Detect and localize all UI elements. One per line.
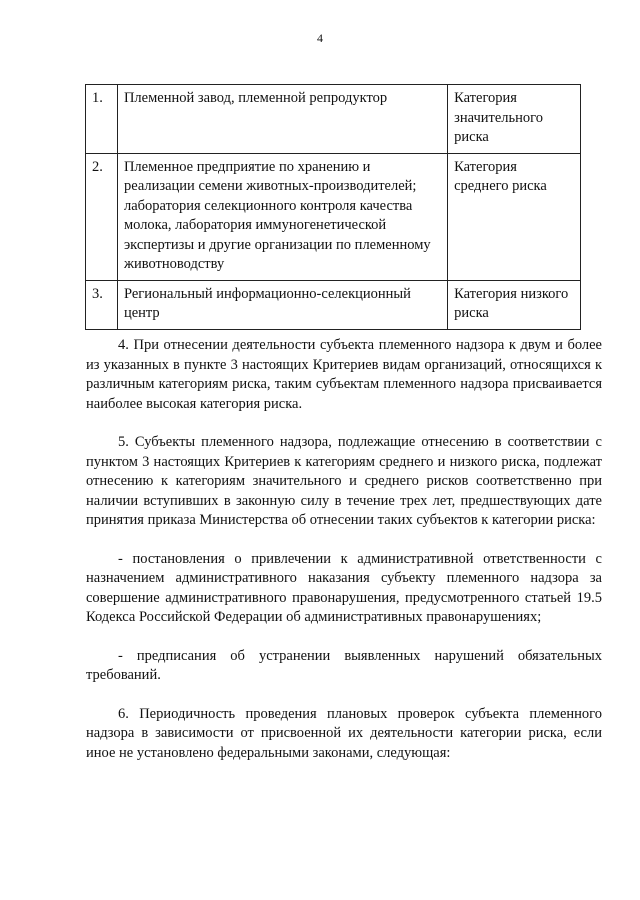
document-body xyxy=(86,336,602,782)
page-number: 4 xyxy=(317,31,323,45)
table-row xyxy=(86,153,581,280)
row-number: 1. xyxy=(86,85,118,154)
row-number: 2. xyxy=(86,153,118,280)
organization-type: Региональный информационно-селекционный центр xyxy=(117,280,447,329)
list-item: - постановления о привлечении к административной ответственности с назначением административного наказания субъекту племенного надзора за совершение административного правонарушения, предусмотренного статьей 19.5 Кодекса Российской Федерации об административных правонарушениях; xyxy=(86,550,602,625)
risk-category: Категория значительного риска xyxy=(448,85,581,154)
risk-category: Категория среднего риска xyxy=(448,153,581,280)
organization-type: Племенное предприятие по хранению и реализации семени животных-производителей; лаборатория селекционного контроля качества молока, лаборатория иммуногенетической экспертизы и другие организации по племенному животноводству xyxy=(117,153,447,280)
table-row xyxy=(86,85,581,154)
risk-category: Категория низкого риска xyxy=(448,280,581,329)
paragraph-5: 5. Субъекты племенного надзора, подлежащие отнесению в соответствии с пунктом 3 настоящих Критериев к категориям среднего и низкого риска, подлежат отнесению к категориям значительного и среднего рисков соответственно при наличии вступивших в законную силу в течение трех лет, предшествующих дате принятия приказа Министерства об отнесении таких субъектов к категории риска: xyxy=(86,434,602,528)
row-number: 3. xyxy=(86,280,118,329)
table-row xyxy=(86,280,581,329)
paragraph-4: 4. При отнесении деятельности субъекта племенного надзора к двум и более из указанных в пункте 3 настоящих Критериев видам организаций, относящихся к различным категориям риска, таким субъектам племенного надзора присваивается наиболее высокая категория риска. xyxy=(86,337,602,412)
risk-category-table xyxy=(85,84,581,330)
organization-type: Племенной завод, племенной репродуктор xyxy=(117,85,447,154)
list-item: - предписания об устранении выявленных нарушений обязательных требований. xyxy=(86,647,602,683)
paragraph-6: 6. Периодичность проведения плановых проверок субъекта племенного надзора в зависимости от присвоенной их деятельности категории риска, если иное не установлено федеральными законами, следующая: xyxy=(86,705,602,761)
